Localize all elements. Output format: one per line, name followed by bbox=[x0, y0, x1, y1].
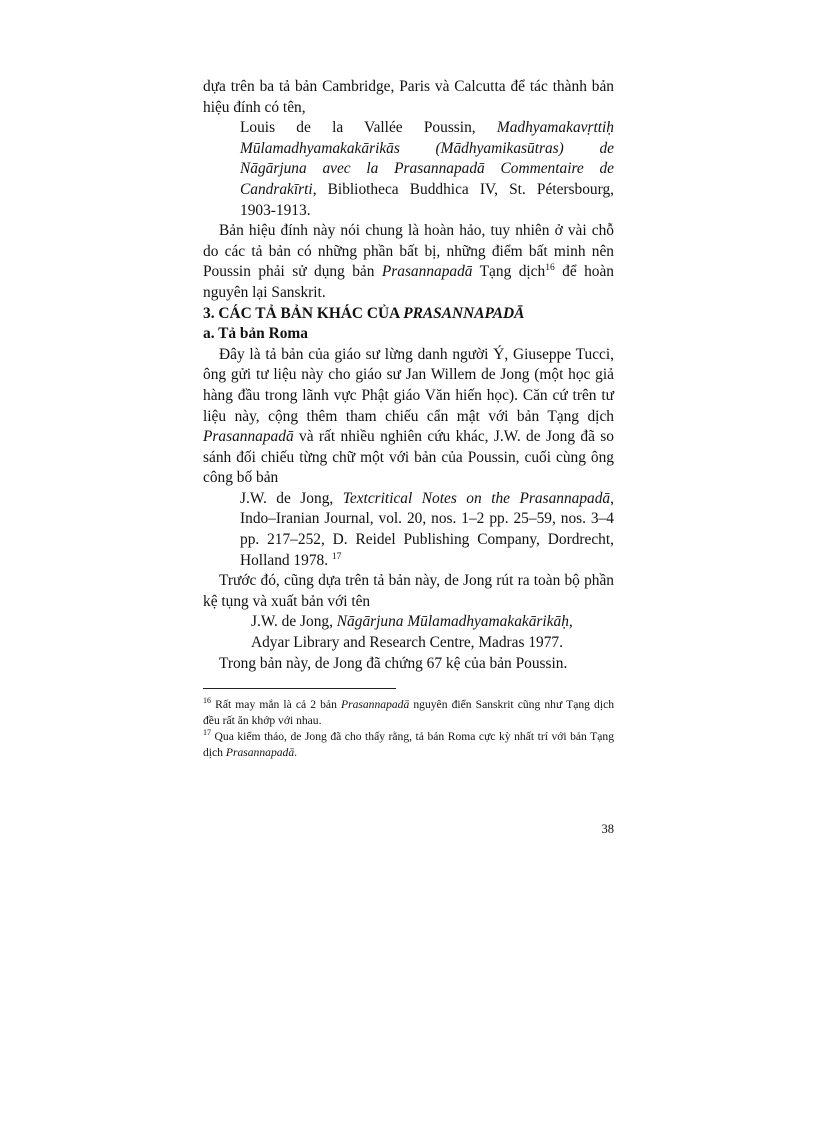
citation-details: Adyar Library and Research Centre, Madras 1977. bbox=[251, 634, 563, 652]
citation-poussin bbox=[203, 118, 614, 221]
subsection-heading: a. Tả bản Roma bbox=[203, 325, 308, 343]
paragraph-text: để hoàn nguyên lại Sanskrit. bbox=[203, 263, 614, 301]
paragraph-text: Trước đó, cũng dựa trên tả bản này, de Jong rút ra toàn bộ phần kệ tụng và xuất bản với tên bbox=[203, 572, 614, 610]
footnote-17 bbox=[203, 729, 614, 761]
paragraph-text: Tạng dịch bbox=[472, 263, 546, 281]
citation-title: Madhyamakavṛttiḥ Mūlamadhyamakakārikās (Mādhyamikasūtras) de Nāgārjuna avec la Prasannapadā Commentaire de Candrakīrti bbox=[240, 119, 614, 198]
paragraph-revision bbox=[203, 221, 614, 303]
citation-author: Louis de la Vallée Poussin, bbox=[240, 119, 497, 137]
citation-dejong-karika bbox=[203, 612, 614, 653]
footnote-text: Qua kiểm thảo, de Jong đã cho thấy rằng, tả bản Roma cực kỳ nhất trí với bản Tạng dịch bbox=[203, 730, 614, 759]
footnote-16 bbox=[203, 697, 614, 729]
footnote-number: 16 bbox=[203, 696, 211, 706]
footnote-ref-16[interactable]: 16 bbox=[545, 263, 555, 274]
paragraph-text: Bản hiệu đính này nói chung là hoàn hảo, tuy nhiên ở vài chỗ do các tả bản có những phần bất bị, những điểm bất minh nên Poussin phải sử dụng bản bbox=[203, 222, 614, 281]
footnote-text: nguyên điển Sanskrit cũng như Tạng dịch đều rất ăn khớp với nhau. bbox=[203, 698, 615, 727]
paragraph-text: và rất nhiều nghiên cứu khác, J.W. de Jong đã so sánh đối chiếu từng chữ một với bản của Poussin, cuối cùng ông công bố bản bbox=[203, 428, 614, 487]
section-heading bbox=[203, 304, 614, 325]
paragraph-final bbox=[203, 654, 614, 675]
paragraph-roma bbox=[203, 345, 614, 489]
main-text bbox=[203, 77, 614, 674]
footnotes bbox=[203, 697, 614, 761]
paragraph-text: Trong bản này, de Jong đã chứng 67 kệ của bản Poussin. bbox=[219, 654, 568, 672]
footnote-divider bbox=[203, 688, 396, 689]
work-title: Prasannapadā bbox=[340, 698, 410, 711]
citation-details: , Bibliotheca Buddhica IV, St. Pétersbourg, 1903-1913. bbox=[240, 180, 614, 219]
section-heading-title: PRASANNAPADĀ bbox=[403, 304, 525, 322]
citation-title: Nāgārjuna Mūlamadhyamakakārikāḥ, bbox=[336, 613, 573, 631]
footnote-text: Rất may mắn là cả 2 bản bbox=[211, 698, 341, 711]
citation-details: , Indo–Iranian Journal, vol. 20, nos. 1–2 pp. 25–59, nos. 3–4 pp. 217–252, D. Reidel Publishing Company, Dordrecht, Holland 1978. bbox=[240, 489, 614, 569]
paragraph-previous bbox=[203, 571, 614, 612]
work-title: Prasannapadā bbox=[203, 428, 294, 446]
citation-author: J.W. de Jong, bbox=[240, 489, 343, 507]
citation-dejong-notes bbox=[203, 489, 614, 571]
paragraph-intro-text: dựa trên ba tả bản Cambridge, Paris và Calcutta để tác thành bản hiệu đính có tên, bbox=[203, 78, 614, 116]
footnote-ref-17[interactable]: 17 bbox=[331, 551, 342, 562]
footnote-text: . bbox=[294, 746, 298, 759]
paragraph-intro bbox=[203, 77, 614, 118]
footnote-number: 17 bbox=[203, 728, 211, 738]
section-heading-text: 3. CÁC TẢ BẢN KHÁC CỦA bbox=[203, 304, 404, 322]
paragraph-text: Đây là tả bản của giáo sư lừng danh người Ý, Giuseppe Tucci, ông gửi tư liệu này cho giáo sư Jan Willem de Jong (một học giả hàng đầu trong lãnh vực Phật giáo Văn hiến học). Căn cứ trên tư liệu này, cộng thêm tham chiếu cẩn mật với bản Tạng dịch bbox=[203, 345, 614, 425]
citation-title: Textcritical Notes on the Prasannapadā bbox=[342, 489, 611, 507]
citation-author: J.W. de Jong, bbox=[251, 613, 337, 631]
work-title: Prasannapadā bbox=[381, 263, 473, 281]
work-title: Prasannapadā bbox=[225, 746, 295, 759]
page-number: 38 bbox=[601, 822, 614, 836]
